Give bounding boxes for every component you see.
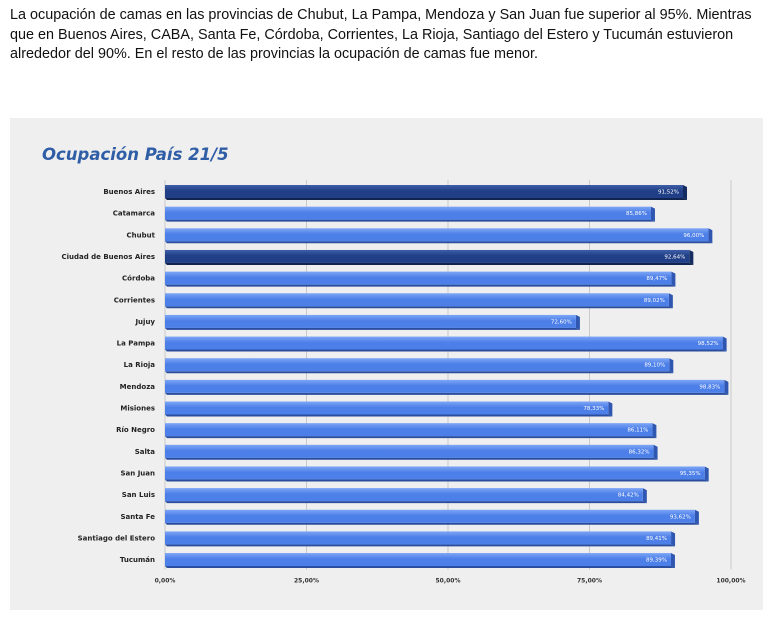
bar-buenos-aires	[165, 185, 683, 198]
bar-value-label: 98,83%	[699, 384, 721, 391]
bar-value-label: 98,52%	[697, 341, 719, 348]
bar-shadow	[165, 523, 699, 525]
category-label: Buenos Aires	[103, 188, 155, 196]
category-label: San Juan	[120, 469, 155, 478]
bar-san-juan	[165, 466, 705, 479]
category-label: Corrientes	[113, 296, 155, 305]
bar-value-label: 78,33%	[583, 406, 605, 412]
category-label: Chubut	[126, 231, 155, 240]
bar-shadow	[165, 306, 673, 308]
bar-side	[654, 445, 658, 460]
bar-la-pampa	[165, 337, 723, 350]
bar-value-label: 85,86%	[625, 211, 647, 218]
bar-shadow	[165, 241, 712, 243]
bar-tucum-n	[165, 553, 671, 566]
bar-value-label: 72,60%	[550, 319, 572, 326]
bar-jujuy	[165, 315, 576, 328]
bar-value-label: 93,62%	[669, 514, 691, 521]
bar-mendoza	[165, 380, 724, 393]
bar-side	[695, 510, 699, 525]
bar-side	[576, 315, 580, 330]
category-label: Córdoba	[122, 274, 155, 283]
bar-side	[683, 185, 687, 200]
bar-side	[724, 380, 728, 395]
bar-value-label: 92,64%	[664, 254, 686, 261]
category-label: Catamarca	[112, 209, 155, 218]
bar-shadow	[165, 566, 675, 568]
bar-la-rioja	[165, 358, 669, 371]
bar-c-rdoba	[165, 272, 671, 285]
bar-side	[708, 228, 712, 243]
bar-side	[671, 531, 675, 546]
category-label: San Luis	[121, 491, 155, 500]
bar-corrientes	[165, 293, 669, 306]
category-label: Tucumán	[119, 556, 155, 565]
bar-side	[671, 553, 675, 568]
bar-value-label: 89,41%	[646, 535, 668, 542]
bar-salta	[165, 445, 654, 458]
bar-side	[608, 402, 612, 417]
bar-value-label: 95,35%	[679, 470, 701, 477]
bar-santa-fe	[165, 510, 695, 523]
category-label: Río Negro	[116, 426, 155, 435]
bar-side	[671, 272, 675, 287]
bar-shadow	[165, 371, 673, 373]
category-label: Santiago del Estero	[77, 534, 155, 543]
category-label: Misiones	[120, 404, 155, 413]
category-label: Mendoza	[119, 382, 155, 391]
bar-san-luis	[165, 488, 643, 501]
bar-shadow	[165, 501, 647, 503]
bar-value-label: 96,00%	[683, 232, 705, 239]
x-tick-label: 50,00%	[435, 577, 461, 585]
bar-side	[689, 250, 693, 265]
category-labels	[61, 188, 155, 564]
category-label: Jujuy	[135, 317, 155, 326]
bars-layer	[165, 185, 728, 568]
bar-shadow	[165, 263, 693, 265]
intro-paragraph: La ocupación de camas en las provincias de Chubut, La Pampa, Mendoza y San Juan fue superior al 95%. Mientras que en Buenos Aires, CABA, Santa Fe, Córdoba, Corrientes, La Rioja, Santiago del Estero y Tucumán estuvieron alrededor del 90%. En el resto de las provincias la ocupación de camas fue menor.	[10, 7, 752, 62]
bar-value-label: 84,42%	[617, 492, 639, 499]
chart-title: Ocupación País 21/5	[42, 145, 229, 164]
x-tick-label: 75,00%	[577, 577, 602, 585]
bar-value-label: 91,52%	[658, 189, 680, 196]
category-label: Salta	[134, 447, 155, 456]
bar-side	[643, 488, 647, 503]
bar-r-o-negro	[165, 423, 652, 436]
bar-misiones	[165, 402, 608, 415]
bar-shadow	[165, 415, 612, 417]
bar-side	[652, 423, 656, 438]
bar-value-label: 89,39%	[645, 557, 667, 564]
category-label: Ciudad de Buenos Aires	[61, 252, 155, 261]
bar-side	[669, 358, 673, 373]
category-label: La Pampa	[116, 339, 155, 348]
x-tick-label: 100,00%	[716, 577, 746, 585]
bar-shadow	[165, 350, 727, 352]
bar-value-label: 89,10%	[644, 362, 666, 369]
bar-shadow	[165, 328, 580, 330]
bar-shadow	[165, 393, 728, 395]
bar-chubut	[165, 228, 708, 241]
bar-value-label: 89,02%	[643, 297, 665, 304]
category-label: Santa Fe	[120, 512, 155, 521]
bar-santiago-del-estero	[165, 531, 671, 544]
category-label: La Rioja	[123, 361, 155, 370]
bar-shadow	[165, 436, 656, 438]
bar-value-label: 86,11%	[627, 427, 649, 434]
bar-shadow	[165, 544, 675, 546]
bar-shadow	[165, 220, 655, 222]
bar-shadow	[165, 198, 687, 200]
bar-catamarca	[165, 207, 651, 220]
bar-side	[651, 207, 655, 222]
bar-shadow	[165, 285, 675, 287]
bar-shadow	[165, 458, 658, 460]
bar-value-label: 86,32%	[628, 449, 650, 456]
x-axis-ticks	[155, 578, 746, 585]
bar-side	[705, 466, 709, 481]
x-tick-label: 0,00%	[154, 577, 176, 585]
bar-side	[669, 293, 673, 308]
bar-ciudad-de-buenos-aires	[165, 250, 689, 263]
bar-value-label: 89,47%	[646, 276, 668, 283]
bar-shadow	[165, 479, 709, 481]
x-tick-label: 25,00%	[294, 577, 319, 585]
bar-side	[723, 337, 727, 352]
